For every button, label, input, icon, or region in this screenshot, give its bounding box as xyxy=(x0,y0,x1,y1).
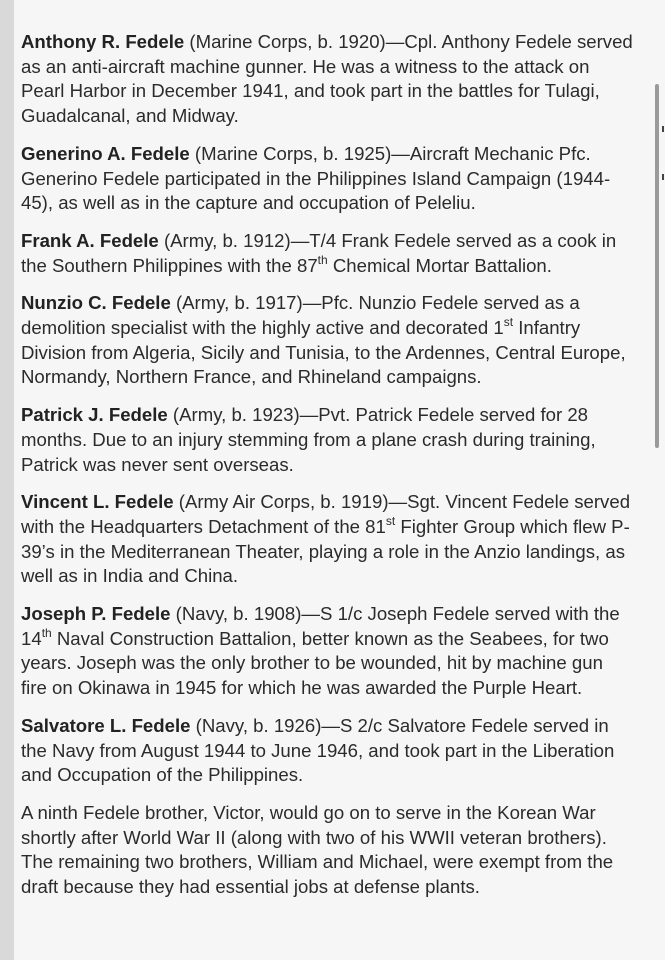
ordinal-suffix: st xyxy=(503,315,514,330)
ordinal-suffix: st xyxy=(385,513,396,528)
ordinal-suffix: th xyxy=(317,252,328,267)
entry-text: (Army Air Corps, b. 1919)—Sgt. Vincent Fedele served with the Headquarters Detachment of the 81 xyxy=(21,491,631,537)
entry-text: (Army, b. 1917)—Pfc. Nunzio Fedele served as a demolition specialist with the highly active and decorated 1 xyxy=(21,292,580,339)
entry-text-continued: Fighter Group which flew P-39’s in the Mediterranean Theater, playing a role in the Anzio landings, as well as in India and China. xyxy=(21,515,630,587)
entry-name: Anthony R. Fedele xyxy=(21,31,185,52)
entry-name: Frank A. Fedele xyxy=(21,229,159,251)
scroll-marker xyxy=(662,126,664,132)
closing-paragraph: A ninth Fedele brother, Victor, would go on to serve in the Korean War shortly after World War II (along with two of his WWII veteran brothers). The remaining two brothers, William and Michael, were exempt from the draft because they had essential jobs at defense plants. xyxy=(21,801,614,898)
entry-text: (Marine Corps, b. 1920)—Cpl. Anthony Fedele served as an anti-aircraft machine gunner. He was a witness to the attack on Pearl Harbor in December 1941, and took part in the battles for Tulagi, Guadalcanal, and Midway. xyxy=(21,31,633,127)
entry-name: Vincent L. Fedele xyxy=(21,491,174,513)
entry-anthony xyxy=(21,30,633,129)
entry-name: Nunzio C. Fedele xyxy=(21,292,171,314)
entry-nunzio xyxy=(21,291,633,390)
entry-vincent xyxy=(21,490,633,589)
entry-name: Generino A. Fedele xyxy=(21,142,190,164)
entry-name: Salvatore L. Fedele xyxy=(21,714,191,736)
entry-text: (Army, b. 1912)—T/4 Frank Fedele served as a cook in the Southern Philippines with the 87 xyxy=(21,229,617,276)
entry-joseph xyxy=(21,602,633,701)
entry-text-continued: Naval Construction Battalion, better known as the Seabees, for two years. Joseph was the only brother to be wounded, hit by machine gun fire on Okinawa in 1945 for which he was awarded the Purple Heart. xyxy=(21,627,609,699)
entry-text: (Navy, b. 1926)—S 2/c Salvatore Fedele served in the Navy from August 1944 to June 1946, and took part in the Liberation and Occupation of the Philippines. xyxy=(21,714,615,786)
entry-text-continued: Chemical Mortar Battalion. xyxy=(327,254,552,276)
article-body xyxy=(21,30,633,913)
scroll-marker xyxy=(662,174,664,180)
entry-text: (Army, b. 1923)—Pvt. Patrick Fedele served for 28 months. Due to an injury stemming from a plane crash during training, Patrick was never sent overseas. xyxy=(21,404,596,475)
entry-text: (Marine Corps, b. 1925)—Aircraft Mechanic Pfc. Generino Fedele participated in the Philippines Island Campaign (1944-45), as well as in the capture and occupation of Peleliu. xyxy=(21,142,611,214)
scrollbar-thumb[interactable] xyxy=(655,84,659,448)
entry-text-continued: Infantry Division from Algeria, Sicily and Tunisia, to the Ardennes, Central Europe, Normandy, Northern France, and Rhineland campaigns. xyxy=(21,317,626,388)
entry-name: Joseph P. Fedele xyxy=(21,603,171,625)
entry-name: Patrick J. Fedele xyxy=(21,404,168,426)
entry-text: (Navy, b. 1908)—S 1/c Joseph Fedele served with the 14 xyxy=(21,603,620,649)
entry-generino xyxy=(21,142,633,216)
entry-frank xyxy=(21,229,633,278)
entry-salvatore xyxy=(21,714,633,788)
ordinal-suffix: th xyxy=(41,625,52,640)
entry-patrick xyxy=(21,403,633,477)
